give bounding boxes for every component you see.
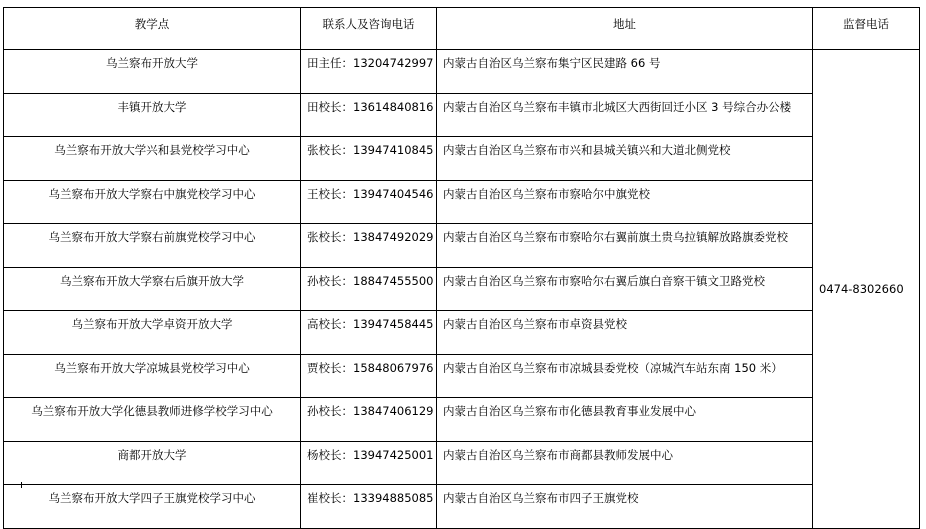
header-contact: 联系人及咨询电话 — [301, 8, 437, 50]
center-address: 内蒙古自治区乌兰察布丰镇市北城区大西街回迁小区 3 号综合办公楼 — [437, 93, 813, 137]
center-address: 内蒙古自治区乌兰察布市四子王旗党校 — [437, 485, 813, 529]
header-supervision: 监督电话 — [813, 8, 920, 50]
center-address: 内蒙古自治区乌兰察布市商都县教师发展中心 — [437, 441, 813, 485]
center-address: 内蒙古自治区乌兰察布市卓资县党校 — [437, 311, 813, 355]
table-row — [4, 137, 920, 181]
table-row — [4, 180, 920, 224]
header-name: 教学点 — [4, 8, 301, 50]
center-address: 内蒙古自治区乌兰察布市化德县教育事业发展中心 — [437, 398, 813, 442]
center-name: 丰镇开放大学 — [4, 93, 301, 137]
center-address: 内蒙古自治区乌兰察布市察哈尔中旗党校 — [437, 180, 813, 224]
center-address: 内蒙古自治区乌兰察布市凉城县委党校（凉城汽车站东南 150 米） — [437, 354, 813, 398]
center-address: 内蒙古自治区乌兰察布市兴和县城关镇兴和大道北侧党校 — [437, 137, 813, 181]
center-contact: 杨校长：13947425001 — [301, 441, 437, 485]
center-contact: 田主任：13204742997 — [301, 50, 437, 94]
center-name: 乌兰察布开放大学察右后旗开放大学 — [4, 267, 301, 311]
header-row — [4, 8, 920, 50]
center-name: 乌兰察布开放大学察右前旗党校学习中心 — [4, 224, 301, 268]
table-row — [4, 224, 920, 268]
center-name: 乌兰察布开放大学兴和县党校学习中心 — [4, 137, 301, 181]
center-name: 乌兰察布开放大学凉城县党校学习中心 — [4, 354, 301, 398]
table-row — [4, 50, 920, 94]
table-row — [4, 354, 920, 398]
center-name: 乌兰察布开放大学 — [4, 50, 301, 94]
header-address: 地址 — [437, 8, 813, 50]
center-contact: 孙校长：13847406129 — [301, 398, 437, 442]
center-contact: 张校长：13947410845 — [301, 137, 437, 181]
center-contact: 孙校长：18847455500 — [301, 267, 437, 311]
learning-centers-table — [3, 7, 920, 529]
center-contact: 王校长：13947404546 — [301, 180, 437, 224]
center-name: 乌兰察布开放大学卓资开放大学 — [4, 311, 301, 355]
center-contact: 高校长：13947458445 — [301, 311, 437, 355]
center-name: 乌兰察布开放大学察右中旗党校学习中心 — [4, 180, 301, 224]
table-row — [4, 441, 920, 485]
table-row — [4, 485, 920, 529]
center-name: 乌兰察布开放大学四子王旗党校学习中心 — [4, 485, 301, 529]
center-contact: 贾校长：15848067976 — [301, 354, 437, 398]
page-edge-mark — [21, 482, 22, 488]
table-row — [4, 398, 920, 442]
center-contact: 崔校长：13394885085 — [301, 485, 437, 529]
center-contact: 田校长：13614840816 — [301, 93, 437, 137]
table-row — [4, 93, 920, 137]
center-contact: 张校长：13847492029 — [301, 224, 437, 268]
center-name: 商都开放大学 — [4, 441, 301, 485]
center-address: 内蒙古自治区乌兰察布集宁区民建路 66 号 — [437, 50, 813, 94]
center-address: 内蒙古自治区乌兰察布市察哈尔右翼后旗白音察干镇文卫路党校 — [437, 267, 813, 311]
center-name: 乌兰察布开放大学化德县教师进修学校学习中心 — [4, 398, 301, 442]
supervision-phone: 0474-8302660 — [813, 50, 920, 529]
table-row — [4, 311, 920, 355]
center-address: 内蒙古自治区乌兰察布市察哈尔右翼前旗土贵乌拉镇解放路旗委党校 — [437, 224, 813, 268]
table-row — [4, 267, 920, 311]
